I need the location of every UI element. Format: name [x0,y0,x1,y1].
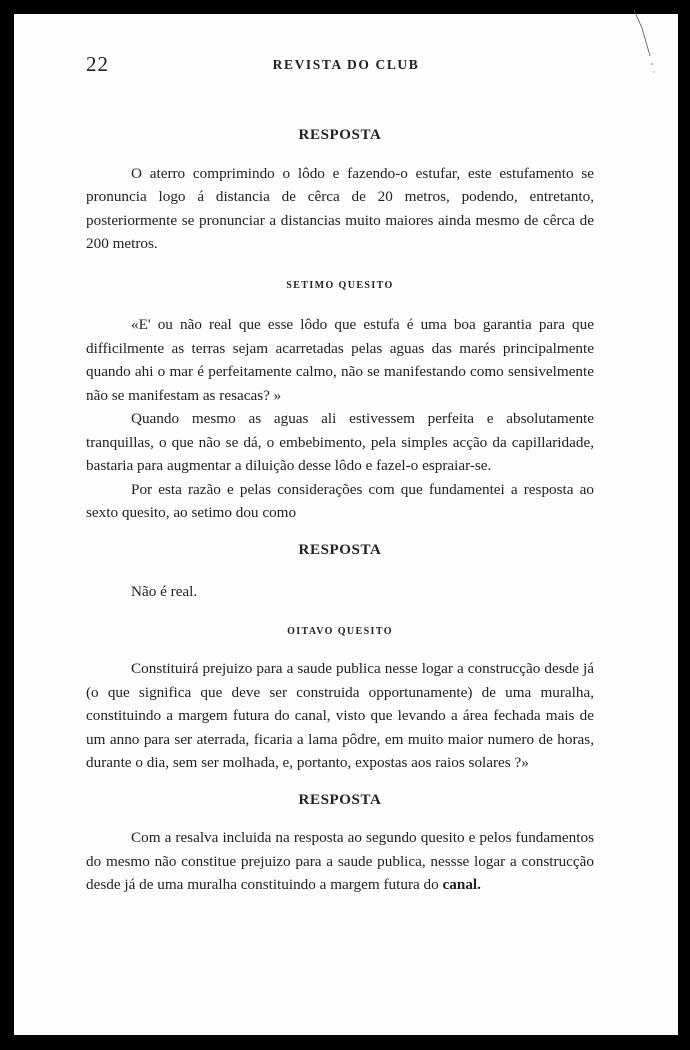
resposta-paragraph-1: O aterro comprimindo o lôdo e fazendo-o estufar, este estufamento se pronuncia logo á distancia de cêrca de 20 metros, podendo, entretanto, posteriormente se pronunciar a distancias muito maiores ainda mesmo de cêrca de 200 metros. [86,164,594,252]
setimo-quesito-heading: SETIMO QUESITO [286,279,394,291]
page-number: 22 [86,52,109,76]
resposta-paragraph-2: Não é real. [131,583,198,600]
page-content [86,124,594,897]
running-title: REVISTA DO CLUB [272,57,420,72]
resposta-heading-1: RESPOSTA [298,127,382,143]
resposta-heading-3: RESPOSTA [298,791,382,808]
resposta-paragraph-3-main: Com a resalva incluida na resposta ao segundo quesito e pelos fundamentos do mesmo não constitue prejuizo para a saude publica, nessse logar a construcção desde já de uma muralha constituindo a margem futura do [86,829,594,893]
setimo-paragraph-1: Quando mesmo as aguas ali estivessem perfeita e absolutamente tranquillas, o que não se dá, o embebimento, pela simples acção da capillaridade, bastaria para augmentar a diluição desse lôdo e fazel-o espraiar-se. [86,410,594,474]
setimo-quesito-question: «E' ou não real que esse lôdo que estufa é uma boa garantia para que difficilmente as terras sejam acarretadas pelas aguas das marés principalmente quando ahi o mar é perfeitamente calmo, não se manifestando como sensivelmente não se manifestam as resacas? » [86,316,594,404]
oitavo-quesito-heading: OITAVO QUESITO [287,625,393,637]
resposta-heading-2: RESPOSTA [298,541,382,558]
oitavo-quesito-question: Constituirá prejuizo para a saude publica nesse logar a construcção desde já (o que significa que deve ser construida opportunamente) de uma muralha, constituindo a margem futura do canal, visto que levando a área fechada mais de um anno para ser aterrada, ficaria a lama pôdre, em muito maior numero de horas, durante o dia, sem ser molhada, e, portanto, expostas aos raios solares ?» [86,660,594,771]
document-page [14,14,678,1035]
page-header [14,52,678,82]
setimo-paragraph-2: Por esta razão e pelas considerações com que fundamentei a resposta ao sexto quesito, ao setimo dou como [86,480,594,521]
resposta-paragraph-3-end: canal. [442,876,481,893]
resposta-paragraph-3 [86,826,594,897]
